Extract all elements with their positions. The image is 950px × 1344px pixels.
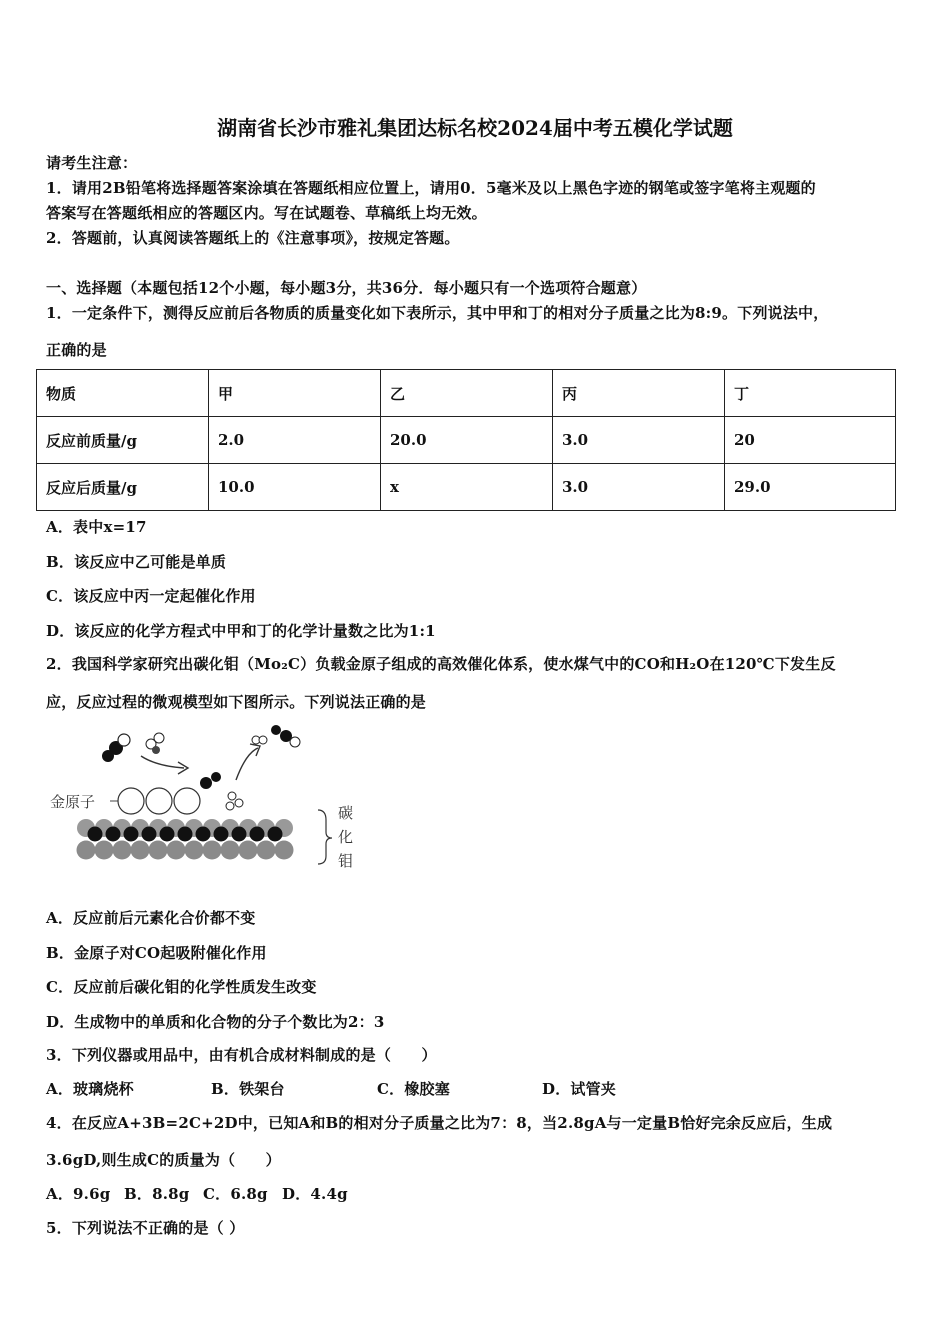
carbon-atom <box>142 827 157 842</box>
gold-atom <box>174 788 200 814</box>
table-cell: x <box>381 464 553 511</box>
notice-heading: 请考生注意： <box>46 154 138 172</box>
table-cell: 反应后质量/g <box>37 464 209 511</box>
table-cell: 3.0 <box>553 464 725 511</box>
q4-option-b: B．8.8g <box>124 1185 190 1203</box>
q2-stem-line-1: 2．我国科学家研究出碳化钼（Mo₂C）负载金原子组成的高效催化体系，使水煤气中的CO和H₂O在120℃下发生反 <box>46 655 836 673</box>
q3-option-d: D．试管夹 <box>542 1080 617 1098</box>
q1-stem-line-2: 正确的是 <box>46 341 107 359</box>
table-row <box>37 464 896 511</box>
molecule-atom-black <box>152 746 160 754</box>
table-header-cell: 乙 <box>381 370 553 417</box>
q4-stem-line-2: 3.6gD,则生成C的质量为（ ） <box>46 1151 281 1169</box>
q1-option-a: A．表中x=17 <box>46 518 147 536</box>
notice-item-1-line-1: 1．请用2B铅笔将选择题答案涂填在答题纸相应位置上，请用0．5毫米及以上黑色字迹的钢笔或签字笔将主观题的 <box>46 179 816 197</box>
q2-option-b: B．金原子对CO起吸附催化作用 <box>46 944 267 962</box>
q4-option-c: C．6.8g <box>203 1185 268 1203</box>
gold-atom <box>146 788 172 814</box>
carbon-atom <box>196 827 211 842</box>
q2-option-d: D．生成物中的单质和化合物的分子个数比为2：3 <box>46 1013 385 1031</box>
table-header-cell: 物质 <box>37 370 209 417</box>
carbon-atom <box>178 827 193 842</box>
arrow-in-icon <box>141 756 184 768</box>
table-header-row <box>37 370 896 417</box>
carbon-atom <box>232 827 247 842</box>
table-cell: 3.0 <box>553 417 725 464</box>
mo-atom <box>203 841 222 860</box>
molecule-atom-black <box>211 772 221 782</box>
carbon-atom <box>268 827 283 842</box>
table-header-cell: 丁 <box>725 370 896 417</box>
mo-atom <box>275 841 294 860</box>
table-cell: 2.0 <box>209 417 381 464</box>
q1-option-d: D．该反应的化学方程式中甲和丁的化学计量数之比为1:1 <box>46 622 436 640</box>
molecule-atom-black <box>102 750 114 762</box>
table-cell: 20 <box>725 417 896 464</box>
mo-atom <box>95 841 114 860</box>
molecule-atom-grey <box>228 792 236 800</box>
molecule-atom-grey <box>226 802 234 810</box>
q4-stem-line-1: 4．在反应A+3B=2C+2D中，已知A和B的相对分子质量之比为7：8，当2.8gA与一定量B恰好完余反应后，生成 <box>46 1114 833 1132</box>
molecule-atom-grey <box>290 737 300 747</box>
q1-mass-table <box>36 369 896 511</box>
table-cell: 20.0 <box>381 417 553 464</box>
notice-item-1-line-2: 答案写在答题纸相应的答题区内。写在试题卷、草稿纸上均无效。 <box>46 204 487 222</box>
table-header-cell: 甲 <box>209 370 381 417</box>
table-row <box>37 417 896 464</box>
reaction-model-figure <box>46 718 376 878</box>
mo-atom <box>239 841 258 860</box>
mo-atom <box>77 841 96 860</box>
q1-stem-line-1: 1．一定条件下，测得反应前后各物质的质量变化如下表所示，其中甲和丁的相对分子质量之比为8:9。下列说法中， <box>46 304 829 322</box>
support-label-char: 碳 <box>338 804 354 822</box>
mo-atom <box>149 841 168 860</box>
mo-atom <box>185 841 204 860</box>
table-cell: 10.0 <box>209 464 381 511</box>
mo-atom <box>113 841 132 860</box>
carbon-atom <box>124 827 139 842</box>
molecule-atom-grey <box>118 734 130 746</box>
arrow-out-icon <box>236 748 258 780</box>
q1-option-b: B．该反应中乙可能是单质 <box>46 553 227 571</box>
support-label-char: 钼 <box>338 852 354 870</box>
support-label-char: 化 <box>338 828 354 846</box>
q2-option-a: A．反应前后元素化合价都不变 <box>46 909 256 927</box>
q1-option-c: C．该反应中丙一定起催化作用 <box>46 587 256 605</box>
molecule-atom-grey <box>235 799 243 807</box>
q3-option-a: A．玻璃烧杯 <box>46 1080 134 1098</box>
carbon-atom <box>250 827 265 842</box>
page-title: 湖南省长沙市雅礼集团达标名校2024届中考五模化学试题 <box>217 116 733 140</box>
mo-atom <box>167 841 186 860</box>
mo-atom <box>257 841 276 860</box>
carbide-support <box>77 819 294 860</box>
molecule-atom-grey <box>154 733 164 743</box>
q3-option-c: C．橡胶塞 <box>377 1080 450 1098</box>
gold-atom <box>118 788 144 814</box>
table-header-cell: 丙 <box>553 370 725 417</box>
q3-option-b: B．铁架台 <box>211 1080 285 1098</box>
mo-atom <box>221 841 240 860</box>
carbon-atom <box>160 827 175 842</box>
molecule-atom-grey <box>259 736 267 744</box>
molecule-atom-black <box>200 777 212 789</box>
q2-option-c: C．反应前后碳化钼的化学性质发生改变 <box>46 978 317 996</box>
q2-stem-line-2: 应，反应过程的微观模型如下图所示。下列说法正确的是 <box>46 693 427 711</box>
q4-option-d: D．4.4g <box>282 1185 348 1203</box>
table-cell: 29.0 <box>725 464 896 511</box>
notice-item-2: 2．答题前，认真阅读答题纸上的《注意事项》，按规定答题。 <box>46 229 460 247</box>
support-brace <box>318 810 332 864</box>
section-heading: 一、选择题（本题包括12个小题，每小题3分，共36分．每小题只有一个选项符合题意） <box>46 279 647 297</box>
mo-atom <box>131 841 150 860</box>
table-cell: 反应前质量/g <box>37 417 209 464</box>
carbon-atom <box>88 827 103 842</box>
q3-stem: 3．下列仪器或用品中，由有机合成材料制成的是（ ） <box>46 1046 437 1064</box>
molecule-atom-black <box>271 725 281 735</box>
q5-stem: 5．下列说法不正确的是（ ） <box>46 1219 245 1237</box>
carbon-atom <box>106 827 121 842</box>
q4-option-a: A．9.6g <box>46 1185 111 1203</box>
gold-atom-label: 金原子 <box>50 793 96 811</box>
carbon-atom <box>214 827 229 842</box>
